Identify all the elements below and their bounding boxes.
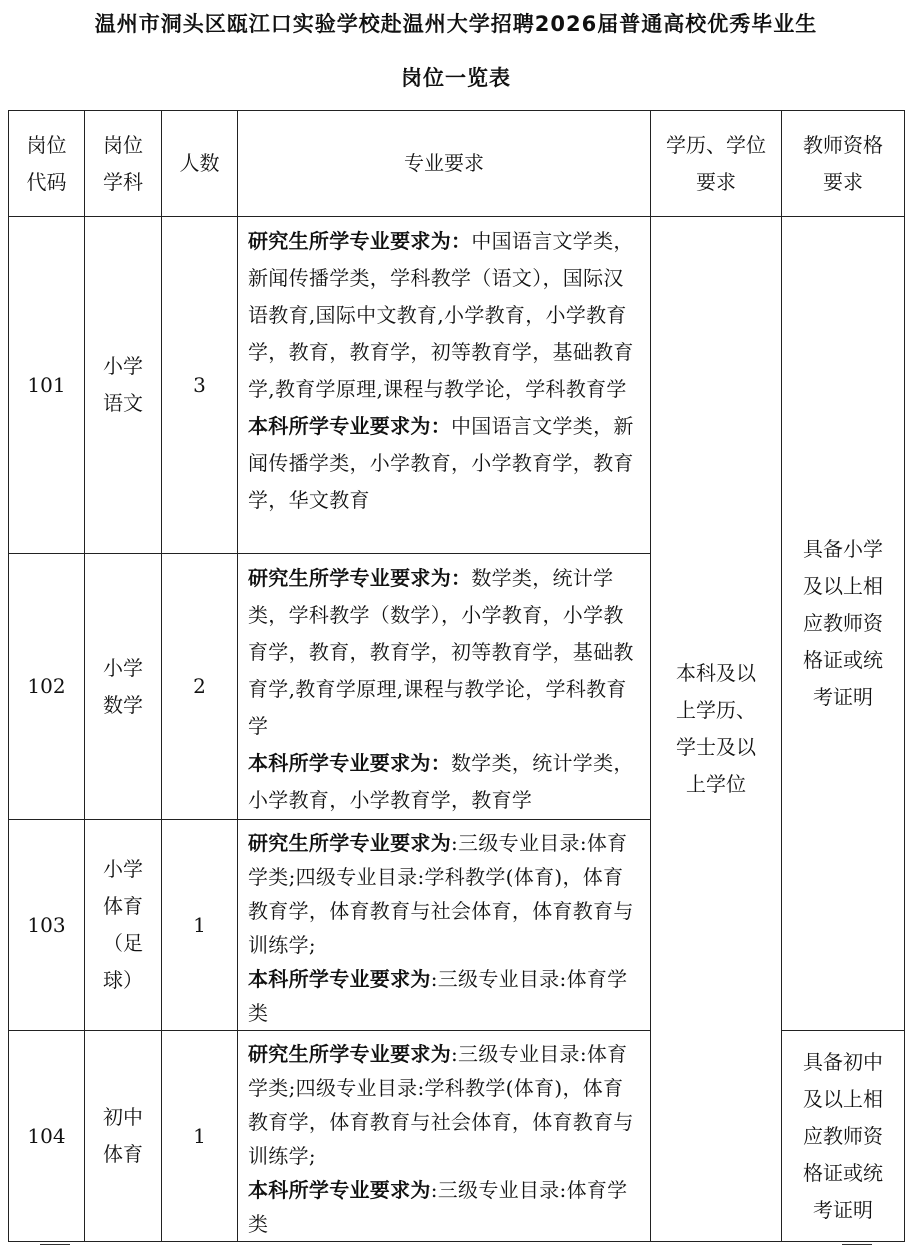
grad-majors: :三级专业目录:体育学类;四级专业目录:学科教学(体育)，体育教育学，体育教育与社会体育，体育教育与训练学; <box>248 831 634 957</box>
header-major: 专业要求 <box>238 111 651 217</box>
position-code: 101 <box>9 217 85 554</box>
position-count: 1 <box>162 820 238 1031</box>
crop-mark-left <box>40 1244 70 1249</box>
position-subject: 小学 体育 （足 球） <box>85 820 162 1031</box>
grad-label: 研究生所学专业要求为 <box>248 1042 451 1066</box>
ug-majors: :三级专业目录:体育学类 <box>248 967 628 1025</box>
document-title-line1: 温州市洞头区瓯江口实验学校赴温州大学招聘2026届普通高校优秀毕业生 <box>94 12 818 36</box>
position-count: 3 <box>162 217 238 554</box>
header-count: 人数 <box>162 111 238 217</box>
header-subject: 岗位 学科 <box>85 111 162 217</box>
grad-label: 研究生所学专业要求为 <box>248 831 451 855</box>
ug-majors: :三级专业目录:体育学类 <box>248 1178 628 1236</box>
degree-requirement: 本科及以 上学历、 学士及以 上学位 <box>651 217 782 1242</box>
header-code: 岗位 代码 <box>9 111 85 217</box>
ug-label: 本科所学专业要求为： <box>248 751 451 775</box>
table-row <box>9 217 905 554</box>
cert-requirement-primary: 具备小学 及以上相 应教师资 格证或统 考证明 <box>782 217 905 1031</box>
ug-label: 本科所学专业要求为 <box>248 1178 431 1202</box>
position-subject: 小学 数学 <box>85 554 162 820</box>
ug-majors: 中国语言文学类，新闻传播学类，小学教育，小学教育学，教育学，华文教育 <box>248 414 634 512</box>
grad-majors: :三级专业目录:体育学类;四级专业目录:学科教学(体育)，体育教育学，体育教育与社会体育，体育教育与训练学; <box>248 1042 634 1168</box>
cert-requirement-middle: 具备初中 及以上相 应教师资 格证或统 考证明 <box>782 1031 905 1242</box>
grad-label: 研究生所学专业要求为： <box>248 229 472 253</box>
position-code: 102 <box>9 554 85 820</box>
major-requirement <box>238 217 651 554</box>
header-cert: 教师资格 要求 <box>782 111 905 217</box>
ug-label: 本科所学专业要求为： <box>248 414 451 438</box>
grad-majors: 数学类，统计学类，学科教学（数学），小学教育，小学教育学，教育，教育学，初等教育学，基础教育学,教育学原理,课程与教学论，学科教育学 <box>248 566 634 738</box>
major-requirement <box>238 820 651 1031</box>
position-count: 2 <box>162 554 238 820</box>
position-subject: 初中 体育 <box>85 1031 162 1242</box>
document-title-line2: 岗位一览表 <box>401 66 511 90</box>
major-requirement <box>238 1031 651 1242</box>
crop-mark-right <box>842 1244 872 1249</box>
header-degree: 学历、学位 要求 <box>651 111 782 217</box>
position-count: 1 <box>162 1031 238 1242</box>
grad-majors: 中国语言文学类，新闻传播学类，学科教学（语文），国际汉语教育,国际中文教育,小学教育，小学教育学，教育，教育学，初等教育学，基础教育学,教育学原理,课程与教学论，学科教育学 <box>248 229 634 401</box>
table-header-row <box>9 111 905 217</box>
position-code: 103 <box>9 820 85 1031</box>
major-requirement <box>238 554 651 820</box>
position-subject: 小学 语文 <box>85 217 162 554</box>
positions-table <box>8 110 905 1242</box>
ug-majors: 数学类，统计学类，小学教育，小学教育学，教育学 <box>248 751 634 812</box>
ug-label: 本科所学专业要求为 <box>248 967 431 991</box>
grad-label: 研究生所学专业要求为： <box>248 566 472 590</box>
position-code: 104 <box>9 1031 85 1242</box>
